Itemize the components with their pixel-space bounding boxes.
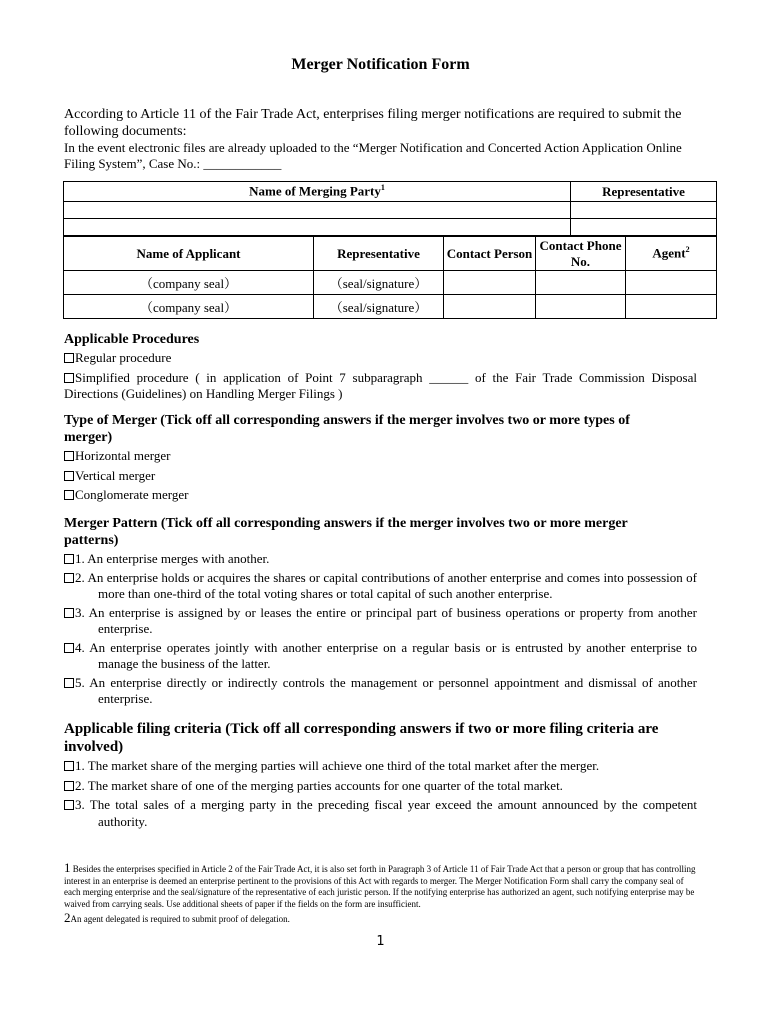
checkbox[interactable] [64, 573, 74, 583]
contact-phone-header: Contact Phone No. [536, 237, 626, 271]
page-title: Merger Notification Form [291, 56, 470, 73]
footnote-2: 2An agent delegated is required to submit proof of delegation. [64, 910, 290, 925]
merging-party-table [63, 181, 717, 236]
page-number: 1 [376, 934, 385, 949]
checkbox[interactable] [64, 451, 74, 461]
table-row [64, 295, 717, 319]
representative-cell[interactable] [571, 219, 717, 236]
procedures-heading: Applicable Procedures [64, 332, 200, 347]
company-seal-cell[interactable]: （company seal） [64, 271, 314, 295]
seal-signature-cell[interactable]: （seal/signature） [314, 271, 444, 295]
representative-cell[interactable] [571, 202, 717, 219]
merging-party-cell[interactable] [64, 219, 571, 236]
checkbox[interactable] [64, 490, 74, 500]
intro-paragraph: According to Article 11 of the Fair Trade Act, enterprises filing merger notifications are required to submit the following documents: [64, 107, 682, 139]
contact-phone-cell[interactable] [536, 295, 626, 319]
list-item: 3. The total sales of a merging party in the preceding fiscal year exceed the amount announced by the competent authority. [64, 797, 697, 830]
table-row [64, 271, 717, 295]
list-item: 5. An enterprise directly or indirectly controls the management or personnel appointment and dismissal of another enterprise. [64, 675, 697, 708]
checkbox[interactable] [64, 761, 74, 771]
list-item: Conglomerate merger [64, 487, 697, 504]
agent-cell[interactable] [626, 271, 717, 295]
seal-signature-cell[interactable]: （seal/signature） [314, 295, 444, 319]
checkbox[interactable] [64, 373, 74, 383]
merging-party-cell[interactable] [64, 202, 571, 219]
checkbox[interactable] [64, 781, 74, 791]
list-item: 2. An enterprise holds or acquires the shares or capital contributions of another enterprise and comes into possession of more than one-third of the total voting shares or total capital of such another enterprise. [64, 570, 697, 603]
merger-type-section [64, 412, 697, 504]
checkbox[interactable] [64, 678, 74, 688]
filing-criteria-heading: Applicable filing criteria (Tick off all corresponding answers if two or more filing criteria are involved) [64, 721, 659, 755]
agent-cell[interactable] [626, 295, 717, 319]
list-item: Vertical merger [64, 468, 697, 485]
list-item: 2. The market share of one of the merging parties accounts for one quarter of the total market. [64, 778, 697, 795]
footnote-1: 1 Besides the enterprises specified in Article 2 of the Fair Trade Act, it is also set forth in Paragraph 3 of Article 11 of Fair Trade Act that a person or group that has controlling interest in an enterprise is deemed an enterprise pertinent to the provisions of this Act with regards to merger. The Merger Notification Form shall carry the company seal of each merging enterprise and the seal/signature of the representative of each juristic person. If the notifying enterprise has authorized an agent, such notifying enterprise may be waived from carrying seals. Use additional sheets of paper if the fields on the form are insufficient. [64, 860, 696, 909]
intro-case-number: In the event electronic files are already uploaded to the “Merger Notification and Concerted Action Application Online Filing System”, Case No.: ____________ [64, 140, 682, 171]
representative-header: Representative [571, 182, 717, 202]
merging-party-header: Name of Merging Party$^1$ [64, 182, 571, 202]
footnotes [64, 862, 697, 926]
list-item: 3. An enterprise is assigned by or leases the entire or principal part of business operations or property from another enterprise. [64, 605, 697, 638]
contact-person-cell[interactable] [444, 295, 536, 319]
merger-pattern-heading: Merger Pattern (Tick off all corresponding answers if the merger involves two or more merger patterns) [64, 516, 628, 548]
list-item: Regular procedure [64, 350, 697, 367]
procedures-section [64, 331, 697, 403]
list-item: 4. An enterprise operates jointly with another enterprise on a regular basis or is entrusted by another enterprise to manage the business of the latter. [64, 640, 697, 673]
checkbox[interactable] [64, 353, 74, 363]
list-item: 1. The market share of the merging parties will achieve one third of the total market after the merger. [64, 758, 697, 775]
list-item: 1. An enterprise merges with another. [64, 551, 697, 568]
list-item: Simplified procedure ( in application of Point 7 subparagraph ______ of the Fair Trade Commission Disposal Directions (Guidelines) on Handling Merger Filings ) [64, 369, 697, 401]
applicant-header: Name of Applicant [64, 237, 314, 271]
checkbox[interactable] [64, 800, 74, 810]
contact-phone-cell[interactable] [536, 271, 626, 295]
merger-type-heading: Type of Merger (Tick off all corresponding answers if the merger involves two or more types of merger) [64, 413, 630, 445]
checkbox[interactable] [64, 643, 74, 653]
contact-person-cell[interactable] [444, 271, 536, 295]
contact-person-header: Contact Person [444, 237, 536, 271]
checkbox[interactable] [64, 608, 74, 618]
list-item: Horizontal merger [64, 448, 697, 465]
company-seal-cell[interactable]: （company seal） [64, 295, 314, 319]
filing-criteria-section [64, 720, 697, 830]
merger-pattern-section [64, 515, 697, 708]
applicant-table [63, 236, 717, 319]
checkbox[interactable] [64, 554, 74, 564]
agent-header: Agent$^2$ [626, 237, 717, 271]
checkbox[interactable] [64, 471, 74, 481]
representative-header: Representative [314, 237, 444, 271]
